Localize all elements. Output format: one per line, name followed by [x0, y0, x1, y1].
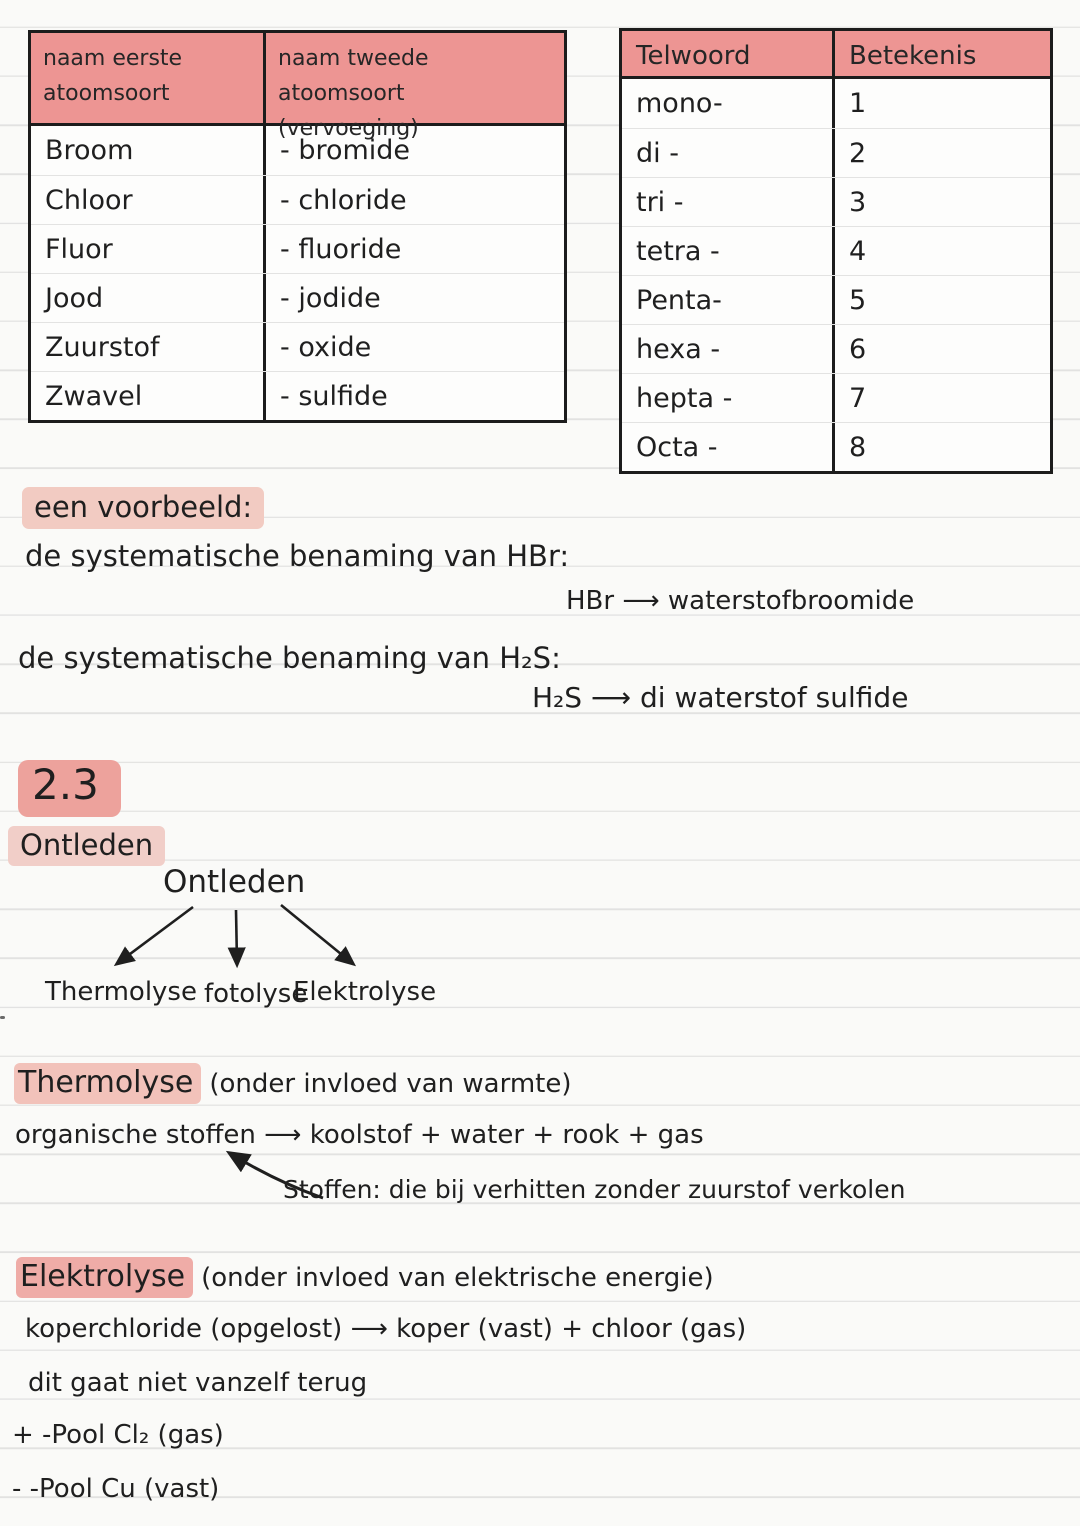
table-row [622, 128, 1050, 177]
naming-table-header-row [31, 33, 564, 142]
section-number: 2.3 [18, 760, 121, 817]
table-cell: hexa - [636, 333, 721, 365]
diagram-child-thermolyse: Thermolyse [45, 977, 197, 1007]
table-row [31, 273, 564, 322]
table-row [622, 79, 1050, 128]
naming-table-header-second: naam tweede atoomsoort (vervoeging) [263, 33, 564, 123]
elektrolyse-subtitle: (onder invloed van elektrische energie) [201, 1263, 714, 1293]
stray-pen-mark [0, 1016, 5, 1019]
thermolyse-note: Stoffen: die bij verhitten zonder zuurstof verkolen [283, 1175, 906, 1204]
table-cell: di - [636, 137, 679, 169]
table-cell: Octa - [636, 431, 718, 463]
table-cell: Broom [45, 135, 134, 166]
table-row [31, 126, 564, 175]
example-heading: een voorbeeld: [22, 487, 264, 529]
table-cell: Chloor [45, 184, 133, 216]
diagram-child-elektrolyse: Elektrolyse [293, 977, 437, 1007]
table-cell: - fluoride [263, 225, 564, 273]
section-title: Ontleden [8, 826, 165, 866]
table-cell: - sulfide [263, 372, 564, 420]
table-row [622, 373, 1050, 422]
table-cell: tetra - [636, 235, 720, 267]
hbr-naming-line: de systematische benaming van HBr: [25, 539, 570, 573]
arrow-to-elektrolyse [281, 905, 352, 963]
table-cell: 4 [832, 227, 1050, 275]
h2s-result-line: H₂S ⟶ di waterstof sulfide [532, 681, 909, 714]
table-cell: Jood [45, 282, 104, 314]
table-cell: 1 [832, 79, 1050, 128]
table-cell: Zuurstof [45, 331, 160, 363]
telwoord-table-header-first: Telwoord [636, 41, 751, 71]
naming-table-header-first: naam eerste atoomsoort [43, 46, 183, 107]
arrow-to-fotolyse [236, 910, 237, 963]
table-row [622, 324, 1050, 373]
thermolyse-reaction: organische stoffen ⟶ koolstof + water + rook + gas [15, 1120, 704, 1150]
table-cell: 8 [832, 423, 1050, 471]
table-cell: 7 [832, 374, 1050, 422]
elektrolyse-term: Elektrolyse [16, 1257, 193, 1298]
table-cell: Fluor [45, 233, 113, 265]
table-cell: 6 [832, 325, 1050, 373]
table-cell: - jodide [263, 274, 564, 322]
table-row [31, 322, 564, 371]
table-cell: Penta- [636, 284, 722, 316]
h2s-naming-line: de systematische benaming van H₂S: [18, 641, 561, 675]
table-cell: - oxide [263, 323, 564, 371]
table-row [31, 371, 564, 420]
table-cell: 5 [832, 276, 1050, 324]
telwoord-table [619, 28, 1053, 474]
pole-plus-line: + -Pool Cl₂ (gas) [12, 1420, 224, 1450]
elektrolyse-note: dit gaat niet vanzelf terug [28, 1368, 368, 1398]
thermolyse-term: Thermolyse [14, 1063, 201, 1104]
table-cell: 2 [832, 129, 1050, 177]
hbr-result-line: HBr ⟶ waterstofbroomide [566, 586, 915, 616]
table-row [622, 422, 1050, 471]
diagram-root-label: Ontleden [163, 864, 306, 900]
elektrolyse-reaction: koperchloride (opgelost) ⟶ koper (vast) + chloor (gas) [25, 1314, 747, 1344]
thermolyse-heading [14, 1065, 571, 1100]
naming-table [28, 30, 567, 423]
table-cell: 3 [832, 178, 1050, 226]
thermolyse-subtitle: (onder invloed van warmte) [209, 1069, 572, 1099]
table-cell: tri - [636, 186, 684, 218]
table-row [31, 175, 564, 224]
table-cell: - bromide [263, 126, 564, 175]
elektrolyse-heading [16, 1259, 714, 1294]
telwoord-table-header-second: Betekenis [832, 31, 1050, 76]
diagram-child-fotolyse: fotolyse [204, 979, 308, 1009]
pole-minus-line: - -Pool Cu (vast) [12, 1474, 220, 1504]
table-cell: hepta - [636, 382, 733, 414]
table-cell: - chloride [263, 176, 564, 224]
arrow-to-thermolyse [118, 907, 193, 963]
table-row [31, 224, 564, 273]
table-row [622, 177, 1050, 226]
table-row [622, 275, 1050, 324]
table-row [622, 226, 1050, 275]
table-cell: Zwavel [45, 380, 143, 412]
telwoord-table-header-row [622, 31, 1050, 79]
table-cell: mono- [636, 88, 723, 119]
